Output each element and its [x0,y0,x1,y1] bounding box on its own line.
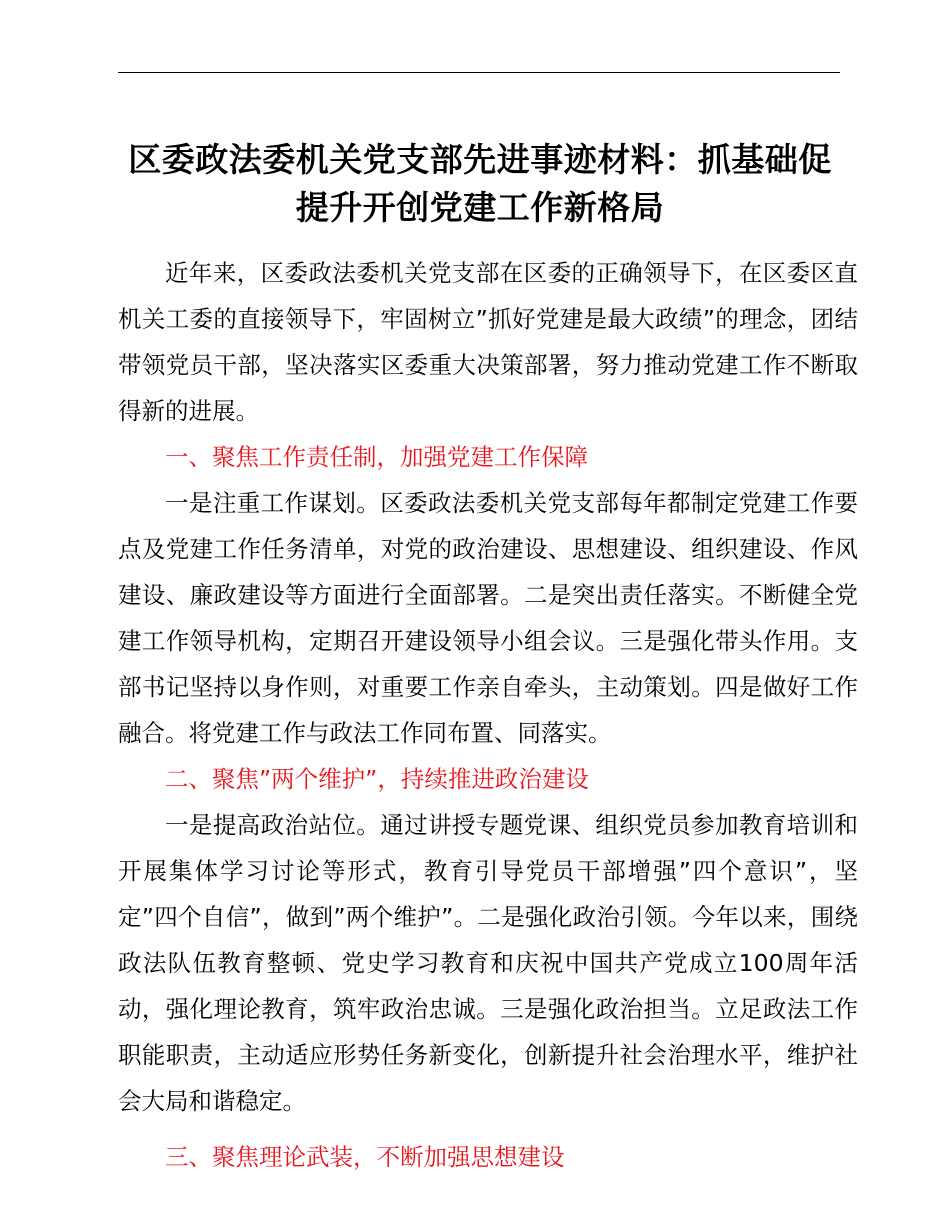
title-line-2: 提升开创党建工作新格局 [295,188,665,227]
section-2-heading: 二、聚焦”两个维护”，持续推进政治建设 [165,765,589,793]
document-body [118,250,858,1180]
section-2-body: 一是提高政治站位。通过讲授专题党课、组织党员参加教育培训和开展集体学习讨论等形式，教育引导党员干部增强”四个意识”，坚定”四个自信”，做到”两个维护”。二是强化政治引领。今年以来，围绕政法队伍教育整顿、党史学习教育和庆祝中国共产党成立100周年活动，强化理论教育，筑牢政治忠诚。三是强化政治担当。立足政法工作职能职责，主动适应形势任务新变化，创新提升社会治理水平，维护社会大局和谐稳定。 [118,811,858,1115]
title-line-1: 区委政法委机关党支部先进事迹材料：抓基础促 [128,140,832,179]
top-rule [118,72,840,73]
intro-paragraph: 近年来，区委政法委机关党支部在区委的正确领导下，在区委区直机关工委的直接领导下，牢固树立”抓好党建是最大政绩”的理念，团结带领党员干部，坚决落实区委重大决策部署，努力推动党建工作不断取得新的进展。 [118,259,858,425]
document-title [110,136,850,232]
section-3-heading: 三、聚焦理论武装，不断加强思想建设 [165,1143,565,1171]
section-1-body: 一是注重工作谋划。区委政法委机关党支部每年都制定党建工作要点及党建工作任务清单，对党的政治建设、思想建设、组织建设、作风建设、廉政建设等方面进行全面部署。二是突出责任落实。不断健全党建工作领导机构，定期召开建设领导小组会议。三是强化带头作用。支部书记坚持以身作则，对重要工作亲自牵头，主动策划。四是做好工作融合。将党建工作与政法工作同布置、同落实。 [118,489,858,747]
section-1-heading: 一、聚焦工作责任制，加强党建工作保障 [165,443,588,471]
